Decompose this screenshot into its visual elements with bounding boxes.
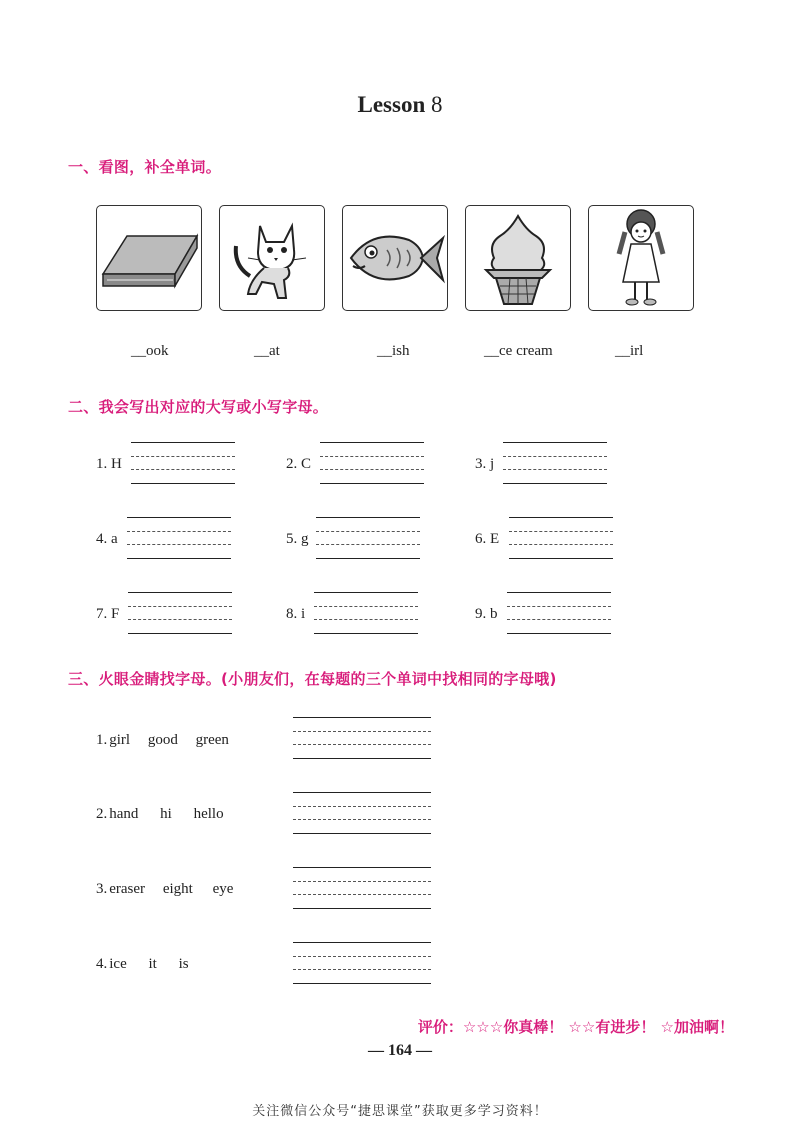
page-number: — 164 — — [368, 1042, 432, 1059]
word-label-ice-cream: __ce cream — [484, 343, 553, 359]
book-icon — [97, 206, 201, 310]
picture-cat — [219, 205, 325, 311]
writing-lines-9[interactable] — [507, 592, 611, 634]
picture-book — [96, 205, 202, 311]
writing-lines-6[interactable] — [509, 517, 613, 559]
page-title — [0, 92, 800, 118]
title-word: Lesson — [357, 92, 426, 117]
writing-lines-s3-1[interactable] — [293, 717, 431, 759]
letter-item-2: 2. C — [286, 456, 312, 472]
writing-lines-4[interactable] — [127, 517, 231, 559]
word-label-book: __ook — [131, 343, 169, 359]
letter-item-6: 6. E — [475, 531, 500, 547]
picture-ice-cream — [465, 205, 571, 311]
letter-item-1: 1. H — [96, 456, 122, 472]
section3-heading: 三、火眼金睛找字母。(小朋友们，在每题的三个单词中找相同的字母哦) — [68, 670, 557, 688]
find-letter-item-2: 2. hand hi hello — [96, 806, 224, 822]
find-letter-item-3: 3. eraser eight eye — [96, 881, 234, 897]
letter-item-8: 8. i — [286, 606, 306, 622]
writing-lines-2[interactable] — [320, 442, 424, 484]
find-letter-item-4: 4. ice it is — [96, 956, 189, 972]
letter-item-7: 7. F — [96, 606, 120, 622]
title-number: 8 — [431, 92, 443, 117]
fish-icon — [343, 206, 447, 310]
writing-lines-3[interactable] — [503, 442, 607, 484]
letter-item-4: 4. a — [96, 531, 118, 547]
letter-item-5: 5. g — [286, 531, 309, 547]
writing-lines-1[interactable] — [131, 442, 235, 484]
ice-cream-icon — [466, 206, 570, 310]
writing-lines-s3-3[interactable] — [293, 867, 431, 909]
letter-item-3: 3. j — [475, 456, 495, 472]
writing-lines-7[interactable] — [128, 592, 232, 634]
find-letter-item-1: 1. girl good green — [96, 732, 229, 748]
picture-fish — [342, 205, 448, 311]
letter-item-9: 9. b — [475, 606, 498, 622]
rating: 评价：☆☆☆你真棒！ ☆☆有进步！ ☆加油啊！ — [417, 1018, 734, 1036]
writing-lines-s3-2[interactable] — [293, 792, 431, 834]
writing-lines-8[interactable] — [314, 592, 418, 634]
cat-icon — [220, 206, 324, 310]
word-label-girl: __irl — [615, 343, 644, 359]
writing-lines-5[interactable] — [316, 517, 420, 559]
writing-lines-s3-4[interactable] — [293, 942, 431, 984]
section2-heading: 二、我会写出对应的大写或小写字母。 — [68, 398, 329, 416]
word-label-fish: __ish — [377, 343, 410, 359]
word-label-cat: __at — [254, 343, 280, 359]
section1-heading: 一、看图，补全单词。 — [68, 158, 222, 176]
girl-icon — [589, 206, 693, 310]
footer-note: 关注微信公众号“捷思课堂”获取更多学习资料！ — [252, 1104, 548, 1119]
picture-girl — [588, 205, 694, 311]
